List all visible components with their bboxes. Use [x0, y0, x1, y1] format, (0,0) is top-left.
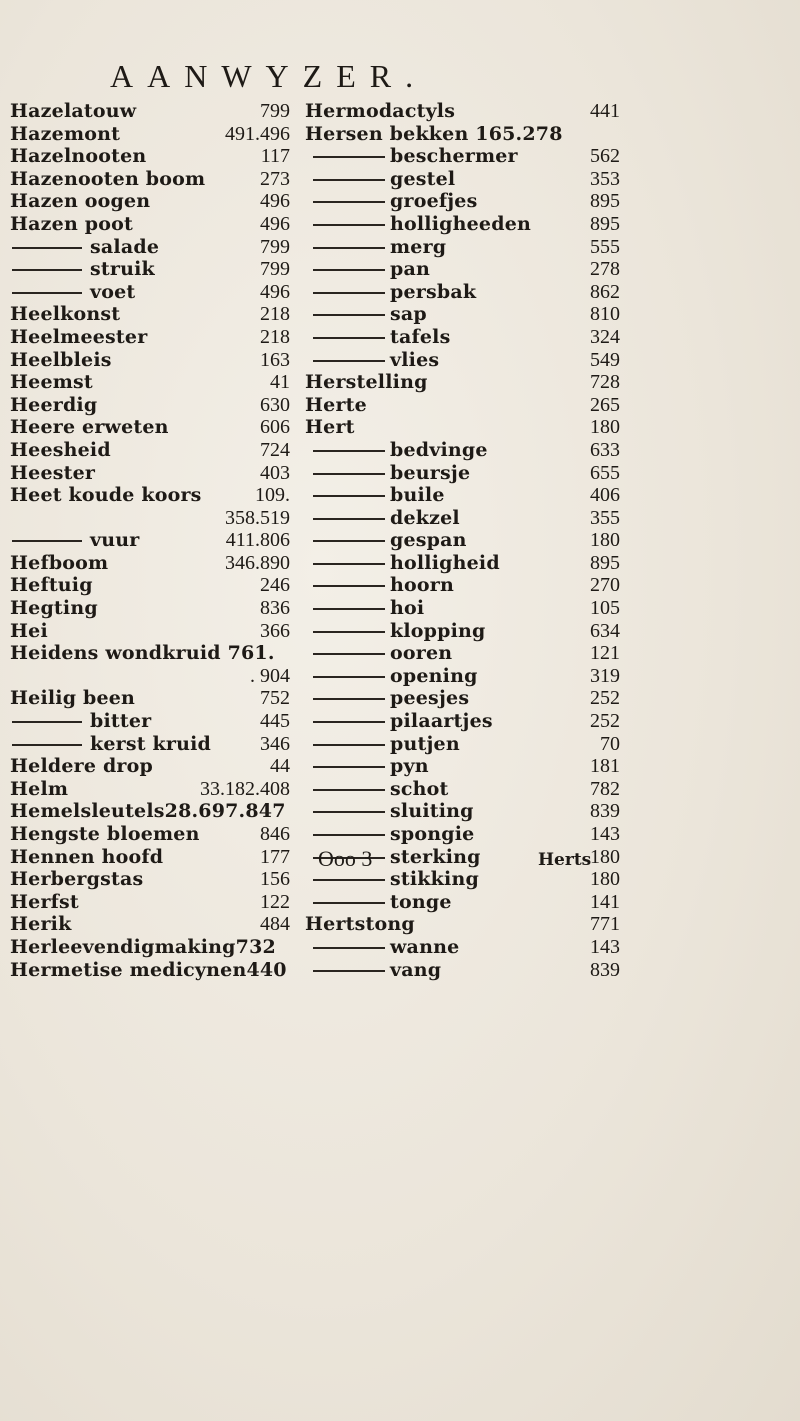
entry-page-number: 445: [260, 710, 290, 733]
ditto-dash: [313, 631, 385, 633]
index-entry: [10, 371, 290, 394]
ditto-dash: [12, 247, 82, 249]
entry-term: Hermodactyls: [305, 100, 456, 122]
entry-term: Hert: [305, 416, 355, 439]
entry-page-number: 839: [590, 800, 620, 823]
ditto-dash: [313, 721, 385, 723]
entry-term: Herstelling: [305, 371, 428, 394]
ditto-dash: [313, 540, 385, 542]
entry-page-number: 771: [590, 913, 620, 936]
entry-term: tafels: [390, 325, 451, 348]
ditto-dash: [12, 269, 82, 271]
index-entry: [10, 439, 290, 462]
ditto-dash: [313, 676, 385, 678]
entry-page-number: 246: [260, 574, 290, 597]
entry-term: opening: [390, 664, 478, 687]
ditto-dash: [313, 292, 385, 294]
entry-term: Hazelatouw: [10, 100, 137, 122]
entry-page-number: 441: [590, 100, 620, 122]
entry-page-number: 366: [260, 619, 290, 642]
index-entry: [10, 462, 290, 485]
ditto-dash: [313, 653, 385, 655]
index-entry: [10, 755, 290, 778]
entry-page-number: 484: [260, 913, 290, 936]
index-entry: [305, 371, 620, 394]
entry-term: Hazen poot: [10, 212, 133, 235]
entry-page-number: 633: [590, 438, 620, 461]
index-entry: [305, 913, 620, 936]
entry-page-number: 122: [260, 890, 290, 913]
index-entry: [10, 710, 290, 733]
entry-page-number: 324: [590, 325, 620, 348]
index-entry: [305, 416, 620, 439]
entry-term: sluiting: [390, 800, 474, 823]
ditto-dash: [313, 879, 385, 881]
entry-term: Hengste bloemen: [10, 823, 200, 845]
entry-page-number: 44: [270, 755, 290, 778]
entry-term: beursje: [390, 461, 471, 484]
entry-page-number: 109.: [255, 484, 290, 507]
entry-page-number: 496: [260, 190, 290, 213]
entry-term: Herbergstas: [10, 868, 144, 891]
entry-term: hoi: [390, 597, 425, 620]
entry-page-number: 895: [590, 190, 620, 213]
index-entry: [10, 349, 290, 372]
ditto-dash: [313, 608, 385, 610]
entry-page-number: 117: [260, 145, 290, 168]
page-heading: AANWYZER.: [110, 58, 428, 94]
index-entry: [305, 190, 620, 213]
entry-page-number: 270: [590, 574, 620, 597]
entry-page-number: 278: [590, 258, 620, 281]
index-entry: [305, 462, 620, 485]
ditto-dash: [313, 834, 385, 836]
index-entry: [305, 800, 620, 823]
ditto-dash: [313, 450, 385, 452]
index-entry: [10, 236, 290, 259]
entry-term: bedvinge: [390, 438, 488, 461]
entry-term: ooren: [390, 642, 453, 665]
entry-page-number: 406: [590, 484, 620, 507]
ditto-dash: [313, 698, 385, 700]
entry-term: Heelbleis: [10, 348, 112, 371]
index-entry: [305, 665, 620, 688]
index-entry: [10, 620, 290, 643]
entry-page-number: 121: [590, 642, 620, 665]
signature-mark: Ooo 3: [318, 846, 373, 871]
entry-page-number: 218: [260, 303, 290, 326]
entry-page-number: 180: [590, 529, 620, 552]
entry-page-number: 177: [260, 845, 290, 868]
entry-term: schot: [390, 777, 449, 800]
entry-term: bitter: [90, 710, 152, 733]
entry-term: pan: [390, 258, 431, 281]
ditto-dash: [313, 766, 385, 768]
entry-term: tonge: [390, 890, 452, 913]
entry-term: Hemelsleutels28.697.847: [10, 800, 286, 823]
index-entry: [305, 778, 620, 801]
index-entry: [305, 484, 620, 507]
index-entry: [10, 846, 290, 869]
entry-page-number: 403: [260, 461, 290, 484]
index-entry: [305, 936, 620, 959]
entry-page-number: 630: [260, 393, 290, 416]
entry-page-number: 346: [260, 732, 290, 755]
entry-term: dekzel: [390, 506, 460, 529]
index-entry: [305, 123, 620, 146]
entry-page-number: 799: [260, 258, 290, 281]
entry-term: hoorn: [390, 574, 454, 597]
ditto-dash: [313, 495, 385, 497]
index-entry: [10, 190, 290, 213]
index-entry: [305, 687, 620, 710]
entry-term: groefjes: [390, 190, 478, 213]
index-entry: [10, 258, 290, 281]
entry-term: Hazen oogen: [10, 190, 151, 213]
index-entry: [10, 733, 290, 756]
entry-term: stikking: [390, 868, 479, 891]
entry-term: Herik: [10, 913, 72, 936]
entry-page-number: 549: [590, 348, 620, 371]
ditto-dash: [313, 314, 385, 316]
index-entry: [10, 394, 290, 417]
index-entry: [305, 168, 620, 191]
entry-term: Herfst: [10, 890, 79, 913]
index-entry: [305, 349, 620, 372]
entry-term: beschermer: [390, 145, 518, 168]
index-entry: [10, 168, 290, 191]
entry-page-number: 782: [590, 777, 620, 800]
entry-term: voet: [90, 280, 136, 303]
ditto-dash: [313, 970, 385, 972]
ditto-dash: [313, 179, 385, 181]
ditto-dash: [313, 473, 385, 475]
entry-term: Hertstong: [305, 913, 415, 936]
entry-page-number: 839: [590, 958, 620, 981]
entry-page-number: 799: [260, 235, 290, 258]
index-entry: [305, 620, 620, 643]
entry-page-number: 562: [590, 145, 620, 168]
index-entry: [305, 145, 620, 168]
entry-term: putjen: [390, 732, 460, 755]
index-entry: [10, 936, 290, 959]
index-entry: [10, 552, 290, 575]
index-entry: [305, 597, 620, 620]
index-entry: [10, 281, 290, 304]
entry-term: Heesheid: [10, 438, 111, 461]
entry-page-number: 273: [260, 167, 290, 190]
entry-term: Hei: [10, 619, 48, 642]
entry-term: peesjes: [390, 687, 470, 710]
entry-page-number: 105: [590, 597, 620, 620]
entry-term: sterking: [390, 845, 481, 868]
entry-term: Hegting: [10, 597, 98, 620]
ditto-dash: [313, 224, 385, 226]
entry-term: Hefboom: [10, 551, 109, 574]
entry-term: Heere erweten: [10, 416, 169, 439]
index-entry: [10, 484, 290, 507]
entry-page-number: 810: [590, 303, 620, 326]
entry-page-number: 728: [590, 371, 620, 394]
entry-page-number: . 904: [250, 664, 290, 687]
ditto-dash: [313, 902, 385, 904]
index-entry: [10, 507, 290, 530]
entry-page-number: 862: [590, 280, 620, 303]
entry-term: buile: [390, 484, 445, 507]
entry-page-number: 70: [600, 732, 620, 755]
entry-term: Heilig been: [10, 687, 136, 710]
index-entry: [305, 552, 620, 575]
index-entry: [10, 326, 290, 349]
entry-term: vuur: [90, 529, 140, 552]
catchword: Herts: [538, 850, 592, 870]
index-entry: [305, 281, 620, 304]
index-entry: [305, 303, 620, 326]
ditto-dash: [313, 247, 385, 249]
entry-page-number: 836: [260, 597, 290, 620]
entry-term: Helm: [10, 777, 69, 800]
entry-page-number: 180: [590, 845, 620, 868]
entry-term: Heelmeester: [10, 325, 148, 348]
index-entry: [305, 755, 620, 778]
entry-term: Hazenooten boom: [10, 167, 206, 190]
index-entry: [10, 800, 290, 823]
index-entry: [10, 823, 290, 846]
entry-page-number: 411.806: [225, 529, 290, 552]
ditto-dash: [313, 269, 385, 271]
ditto-dash: [313, 585, 385, 587]
index-entry: [305, 529, 620, 552]
entry-page-number: 846: [260, 823, 290, 845]
index-entry: [10, 574, 290, 597]
entry-page-number: 41: [270, 371, 290, 394]
index-entry: [10, 687, 290, 710]
index-entry: [305, 258, 620, 281]
entry-page-number: 491.496: [225, 122, 290, 145]
entry-page-number: 143: [590, 935, 620, 958]
entry-term: holligheeden: [390, 212, 532, 235]
index-entry: [10, 145, 290, 168]
index-entry: [305, 326, 620, 349]
entry-page-number: 634: [590, 619, 620, 642]
entry-page-number: 353: [590, 167, 620, 190]
index-entry: [305, 710, 620, 733]
index-entry: [305, 642, 620, 665]
entry-term: Heemst: [10, 371, 93, 394]
entry-term: vlies: [390, 348, 440, 371]
index-entry: [305, 733, 620, 756]
ditto-dash: [12, 540, 82, 542]
entry-page-number: 218: [260, 325, 290, 348]
entry-page-number: 752: [260, 687, 290, 710]
index-entry: [10, 100, 290, 123]
entry-page-number: 180: [590, 868, 620, 891]
index-entry: [305, 959, 620, 982]
entry-term: struik: [90, 258, 155, 281]
entry-term: Heftuig: [10, 574, 93, 597]
ditto-dash: [12, 292, 82, 294]
ditto-dash: [313, 156, 385, 158]
ditto-dash: [313, 337, 385, 339]
entry-page-number: 181: [590, 755, 620, 778]
ditto-dash: [12, 721, 82, 723]
entry-page-number: 606: [260, 416, 290, 439]
index-entry: [10, 665, 290, 688]
entry-term: holligheid: [390, 551, 500, 574]
index-entry: [305, 574, 620, 597]
entry-page-number: 156: [260, 868, 290, 891]
index-entry: [10, 529, 290, 552]
index-entry: [10, 303, 290, 326]
index-entry: [305, 823, 620, 846]
entry-term: Hazemont: [10, 122, 121, 145]
index-entry: [305, 891, 620, 914]
entry-term: Heidens wondkruid 761.: [10, 642, 275, 665]
index-entry: [305, 394, 620, 417]
entry-term: merg: [390, 235, 447, 258]
ditto-dash: [313, 811, 385, 813]
index-entry: [10, 642, 290, 665]
entry-term: Heester: [10, 461, 96, 484]
entry-page-number: 33.182.408: [200, 777, 290, 800]
left-column: [10, 100, 290, 981]
ditto-dash: [313, 360, 385, 362]
index-entry: [305, 100, 620, 123]
entry-page-number: 141: [590, 890, 620, 913]
index-entry: [10, 416, 290, 439]
entry-page-number: 252: [590, 710, 620, 733]
ditto-dash: [313, 518, 385, 520]
entry-term: Hersen bekken 165.278: [305, 122, 563, 145]
entry-page-number: 655: [590, 461, 620, 484]
entry-term: Hennen hoofd: [10, 845, 164, 868]
ditto-dash: [313, 947, 385, 949]
index-entry: [305, 507, 620, 530]
entry-page-number: 346.890: [225, 551, 290, 574]
entry-page-number: 895: [590, 551, 620, 574]
entry-term: Hermetise medicynen440: [10, 958, 287, 981]
entry-page-number: 163: [260, 348, 290, 371]
entry-term: persbak: [390, 280, 477, 303]
index-entry: [10, 213, 290, 236]
entry-page-number: 180: [590, 416, 620, 439]
entry-page-number: 252: [590, 687, 620, 710]
entry-term: Heelkonst: [10, 303, 121, 326]
entry-page-number: 895: [590, 212, 620, 235]
index-entry: [10, 959, 290, 982]
index-entry: [305, 213, 620, 236]
ditto-dash: [313, 789, 385, 791]
entry-term: pyn: [390, 755, 429, 778]
entry-term: Hazelnooten: [10, 145, 147, 168]
ditto-dash: [313, 563, 385, 565]
index-entry: [305, 439, 620, 462]
index-entry: [10, 778, 290, 801]
entry-page-number: 724: [260, 438, 290, 461]
entry-term: Herte: [305, 393, 367, 416]
index-entry: [10, 868, 290, 891]
entry-page-number: 799: [260, 100, 290, 122]
index-entry: [10, 913, 290, 936]
entry-term: sap: [390, 303, 427, 326]
index-entry: [305, 236, 620, 259]
index-entry: [10, 597, 290, 620]
entry-page-number: 143: [590, 823, 620, 845]
entry-page-number: 358.519: [225, 506, 290, 529]
entry-term: Heerdig: [10, 393, 98, 416]
entry-page-number: 496: [260, 212, 290, 235]
entry-term: vang: [390, 958, 442, 981]
entry-page-number: 319: [590, 664, 620, 687]
entry-term: gestel: [390, 167, 456, 190]
entry-term: kerst kruid: [90, 732, 212, 755]
entry-term: klopping: [390, 619, 486, 642]
entry-page-number: 265: [590, 393, 620, 416]
entry-page-number: 355: [590, 506, 620, 529]
entry-term: spongie: [390, 823, 475, 845]
entry-term: Heet koude koors: [10, 484, 202, 507]
ditto-dash: [313, 744, 385, 746]
entry-term: Heldere drop: [10, 755, 153, 778]
index-entry: [10, 891, 290, 914]
entry-term: pilaartjes: [390, 710, 493, 733]
entry-term: wanne: [390, 935, 460, 958]
entry-term: Herleevendigmaking732: [10, 935, 276, 958]
entry-page-number: 555: [590, 235, 620, 258]
entry-term: gespan: [390, 529, 467, 552]
ditto-dash: [313, 201, 385, 203]
index-entry: [10, 123, 290, 146]
entry-term: salade: [90, 235, 160, 258]
entry-page-number: 496: [260, 280, 290, 303]
ditto-dash: [12, 744, 82, 746]
